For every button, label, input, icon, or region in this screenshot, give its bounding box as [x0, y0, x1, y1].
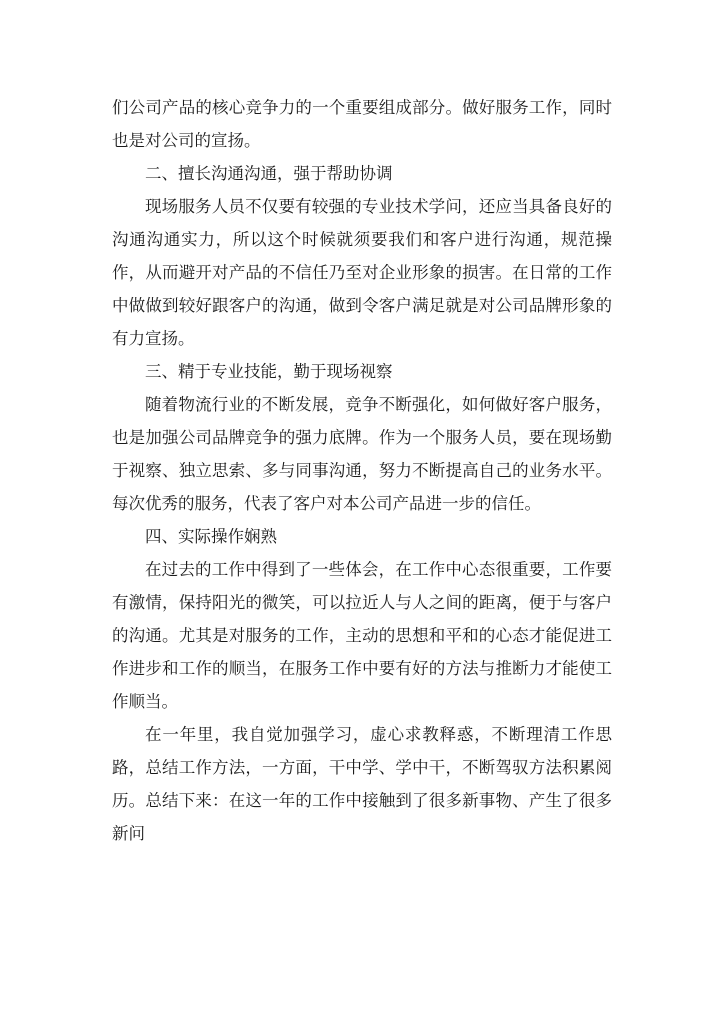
paragraph-summary: 在一年里，我自觉加强学习，虚心求教释惑，不断理清工作思路，总结工作方法，一方面，干中学、学中干，不断驾驭方法积累阅历。总结下来：在这一年的工作中接触到了很多新事物、产生了很多新问	[112, 725, 612, 843]
paragraph-continuation: 们公司产品的核心竞争力的一个重要组成部分。做好服务工作，同时也是对公司的宣扬。	[112, 98, 612, 150]
document-body	[112, 91, 612, 850]
section-heading-skills: 三、精于专业技能，勤于现场视察	[145, 362, 393, 381]
paragraph-communication: 现场服务人员不仅要有较强的专业技术学问，还应当具备良好的沟通沟通实力，所以这个时候就须要我们和客户进行沟通，规范操作，从而避开对产品的不信任乃至对企业形象的损害。在日常的工作中做做到较好跟客户的沟通，做到令客户满足就是对公司品牌形象的有力宣扬。	[112, 197, 612, 348]
paragraph-skills: 随着物流行业的不断发展，竞争不断强化，如何做好客户服务，也是加强公司品牌竞争的强力底牌。作为一个服务人员，要在现场勤于视察、独立思索、多与同事沟通，努力不断提高自己的业务水平。每次优秀的服务，代表了客户对本公司产品进一步的信任。	[112, 395, 612, 513]
section-heading-operation: 四、实际操作娴熟	[145, 527, 277, 546]
section-heading-communication: 二、擅长沟通沟通，强于帮助协调	[145, 164, 393, 183]
paragraph-operation: 在过去的工作中得到了一些体会，在工作中心态很重要，工作要有激情，保持阳光的微笑，可以拉近人与人之间的距离，便于与客户的沟通。尤其是对服务的工作，主动的思想和平和的心态才能促进工作进步和工作的顺当，在服务工作中要有好的方法与推断力才能使工作顺当。	[112, 560, 612, 711]
